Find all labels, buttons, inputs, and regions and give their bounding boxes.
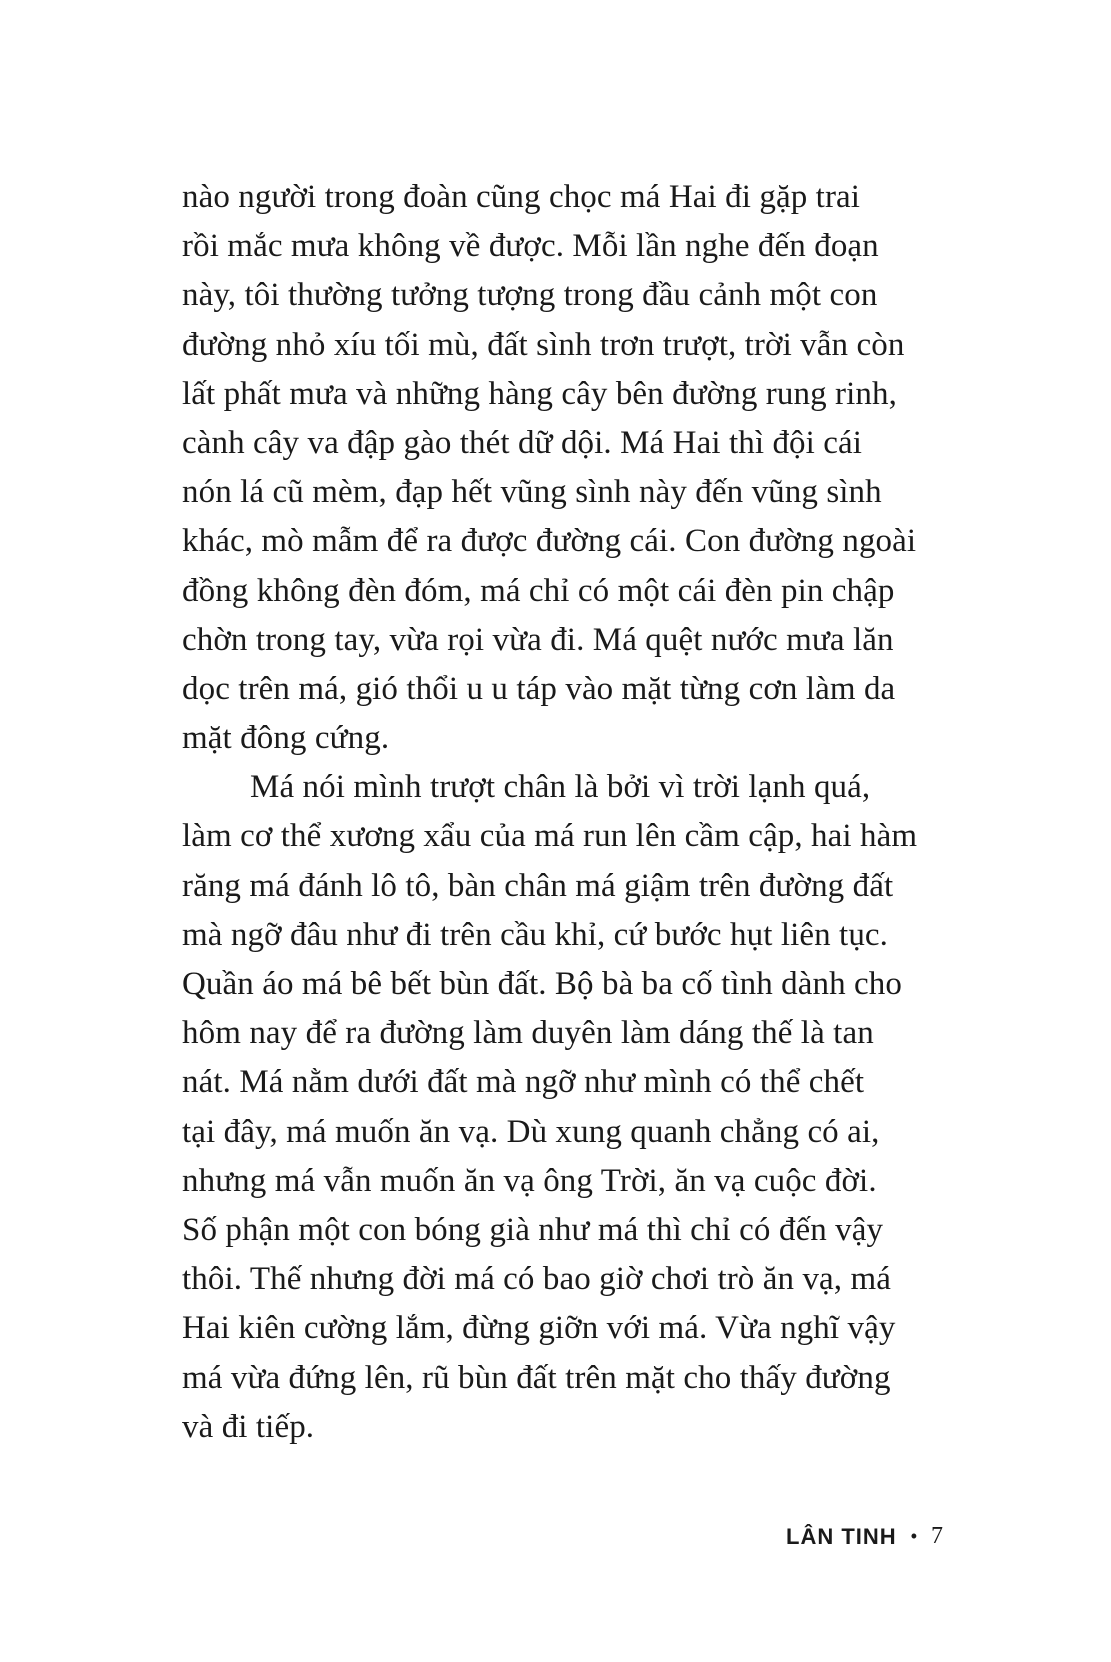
text-line: này, tôi thường tưởng tượng trong đầu cảnh một con [182, 277, 878, 314]
paragraph-1 [182, 173, 942, 763]
text-line: nào người trong đoàn cũng chọc má Hai đi gặp trai [182, 179, 861, 215]
text-line: răng má đánh lô tô, bàn chân má giậm trên đường đất [182, 867, 894, 904]
text-line: nhưng má vẫn muốn ăn vạ ông Trời, ăn vạ cuộc đời. [182, 1162, 877, 1199]
page-number: 7 [931, 1523, 943, 1549]
text-line: mà ngỡ đâu như đi trên cầu khỉ, cứ bước hụt liên tục. [182, 916, 889, 953]
text-line-indented: Má nói mình trượt chân là bởi vì trời lạnh quá, [250, 769, 871, 806]
text-line: hôm nay để ra đường làm duyên làm dáng thế là tan [182, 1015, 874, 1052]
text-line: rồi mắc mưa không về được. Mỗi lần nghe đến đoạn [182, 228, 879, 265]
text-line: nón lá cũ mèm, đạp hết vũng sình này đến vũng sình [182, 474, 882, 511]
text-line: đường nhỏ xíu tối mù, đất sình trơn trượt, trời vẫn còn [182, 326, 905, 363]
footer-separator: • [910, 1526, 917, 1546]
text-line: dọc trên má, gió thổi u u táp vào mặt từng cơn làm da [182, 670, 896, 707]
text-line: Số phận một con bóng già như má thì chỉ có đến vậy [182, 1211, 884, 1248]
paragraph-2 [182, 763, 942, 1452]
text-line: tại đây, má muốn ăn vạ. Dù xung quanh chẳng có ai, [182, 1113, 880, 1150]
text-line: đồng không đèn đóm, má chỉ có một cái đèn pin chập [182, 572, 895, 609]
page-footer [786, 1523, 943, 1550]
text-line: Hai kiên cường lắm, đừng giỡn với má. Vừa nghĩ vậy [182, 1310, 896, 1347]
book-title: LÂN TINH [786, 1523, 897, 1549]
text-line: chờn trong tay, vừa rọi vừa đi. Má quệt nước mưa lăn [182, 621, 894, 658]
text-line: thôi. Thế nhưng đời má có bao giờ chơi trò ăn vạ, má [182, 1261, 892, 1298]
body-text [182, 173, 942, 1452]
text-line: cành cây va đập gào thét dữ dội. Má Hai thì đội cái [182, 424, 863, 461]
text-line: và đi tiếp. [182, 1408, 315, 1445]
text-line: má vừa đứng lên, rũ bùn đất trên mặt cho thấy đường [182, 1359, 891, 1396]
text-line: khác, mò mẫm để ra được đường cái. Con đường ngoài [182, 523, 917, 560]
text-line: làm cơ thể xương xẩu của má run lên cầm cập, hai hàm [182, 818, 918, 855]
text-line: mặt đông cứng. [182, 720, 390, 757]
text-line: Quần áo má bê bết bùn đất. Bộ bà ba cố tình dành cho [182, 966, 903, 1002]
text-line: lất phất mưa và những hàng cây bên đường rung rinh, [182, 375, 897, 412]
text-line: nát. Má nằm dưới đất mà ngỡ như mình có thể chết [182, 1064, 865, 1101]
